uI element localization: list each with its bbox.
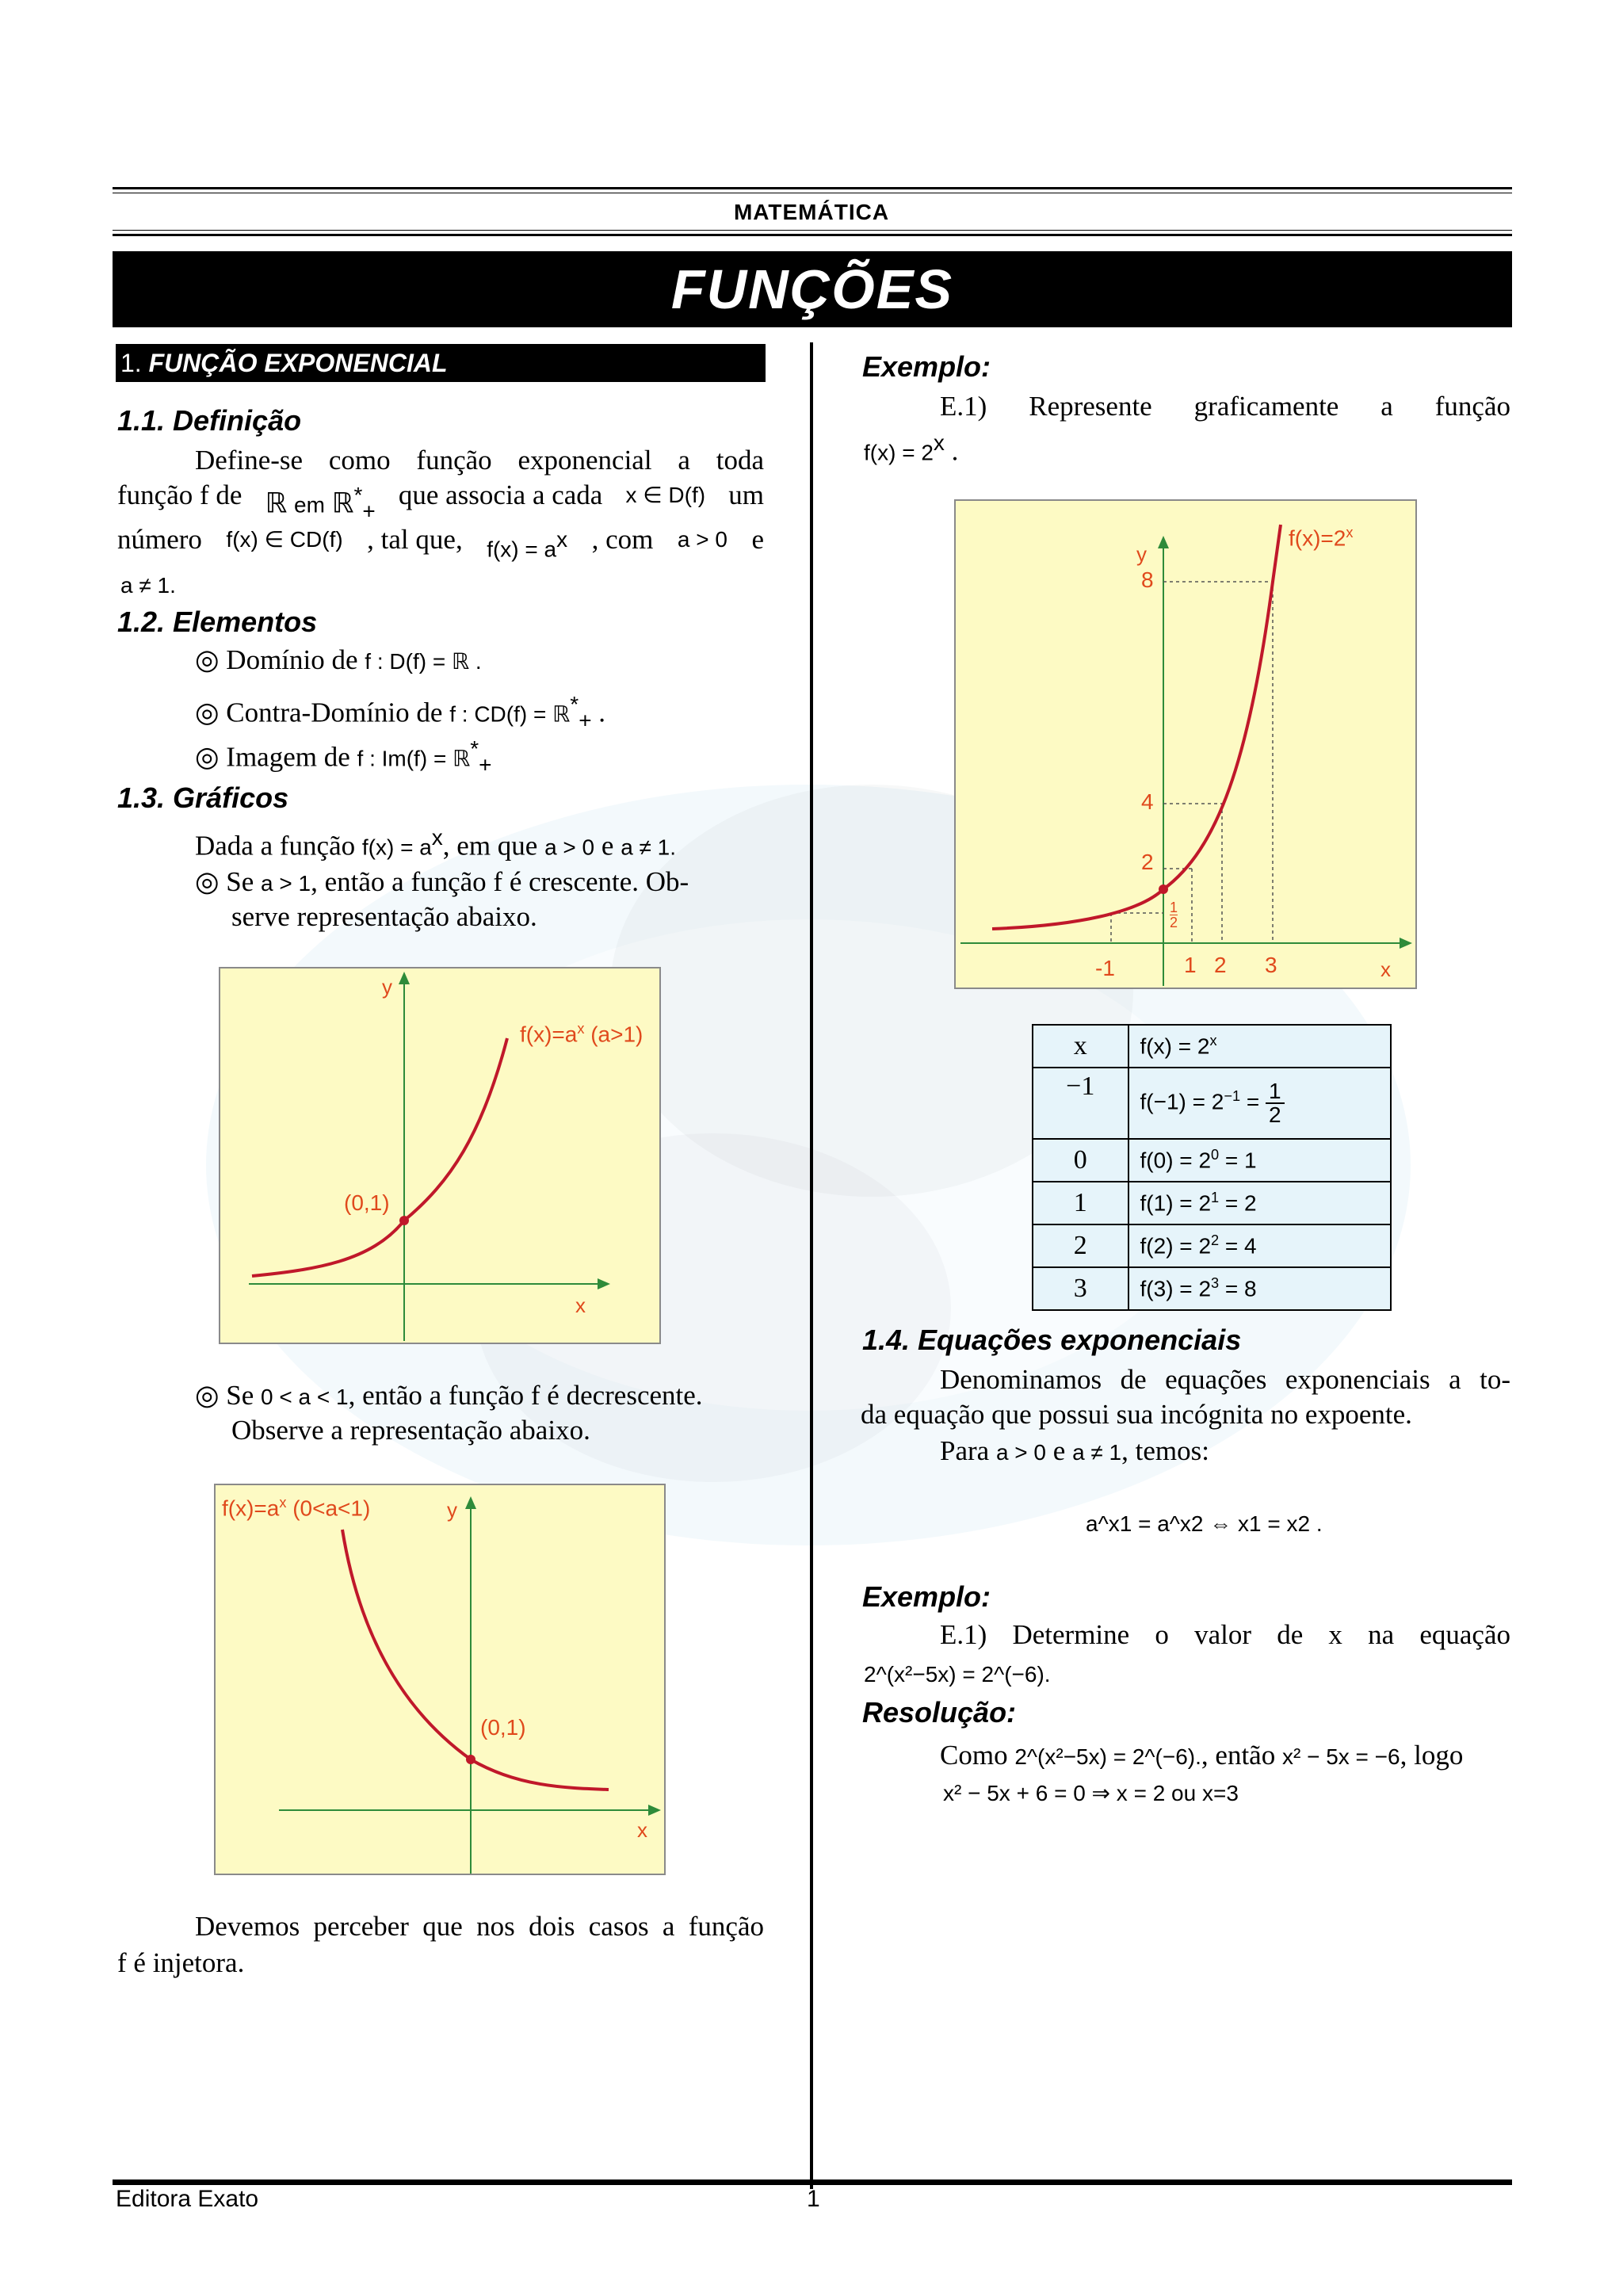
elemento-item: ◎ Domínio de f : D(f) = ℝ . — [195, 644, 482, 675]
target-icon: ◎ — [195, 644, 220, 675]
x-tick-label: -1 — [1095, 956, 1115, 980]
elemento-item: ◎ Imagem de f : Im(f) = ℝ*$_+$ — [195, 736, 492, 777]
x-axis-label: x — [575, 1293, 586, 1317]
x-tick-label: 3 — [1265, 953, 1277, 977]
header-rule-mid — [113, 230, 1512, 231]
page-number: 1 — [807, 2186, 820, 2212]
graficos-intro: Dada a função $f(x) = a^x$, em que a > 0 e a ≠ 1. — [195, 825, 677, 861]
resolucao-line1: Como 2^(x²−5x) = 2^(−6)., então x² − 5x = −6, logo — [940, 1740, 1464, 1771]
elemento-item: ◎ Contra-Domínio de f : CD(f) = ℝ*$_+$ . — [195, 692, 606, 733]
column-divider — [810, 342, 813, 2189]
heading-exemplo2: Exemplo: — [862, 1580, 991, 1613]
graficos-case2: ◎ Se 0 < a < 1, então a função f é decrescente. — [195, 1380, 703, 1411]
heading-resolucao: Resolução: — [862, 1696, 1017, 1729]
table-row: 2 $f(2) = 2^2 = 4$ — [1033, 1224, 1391, 1267]
x-axis-label: x — [1381, 957, 1391, 981]
heading-equacoes: 1.4. Equações exponenciais — [862, 1324, 1242, 1356]
conclusion-line2: f é injetora. — [117, 1947, 245, 1978]
target-icon: ◎ — [195, 741, 220, 773]
table-row: 1 $f(1) = 2^1 = 2$ — [1033, 1182, 1391, 1224]
x-tick-label: 2 — [1214, 953, 1227, 977]
y-tick-label: 4 — [1141, 789, 1154, 814]
conclusion-line1: Devemos perceber que nos dois casos a função — [195, 1911, 764, 1942]
exemplo-line1: E.1) Represente graficamente a função — [940, 391, 1510, 422]
section-bar — [116, 344, 766, 382]
table-row: 0 $f(0) = 2^0 = 1$ — [1033, 1139, 1391, 1182]
page-title: FUNÇÕES — [670, 258, 954, 320]
equacoes-formula: a^x1 = a^x2 ⇔ x1 = x2 . — [1086, 1511, 1323, 1536]
section-title: FUNÇÃO EXPONENCIAL — [148, 349, 448, 377]
graficos-case1: ◎ Se a > 1, então a função f é crescente. Ob- — [195, 866, 689, 897]
exemplo2-eq: 2^(x²−5x) = 2^(−6). — [864, 1662, 1051, 1687]
table-row: −1 $f(-1) = 2^{-1}$ = $\frac{1}{2}$ — [1033, 1068, 1391, 1139]
exemplo2-line1: E.1) Determine o valor de x na equação — [940, 1619, 1510, 1650]
exemplo-line2: $f(x) = 2^x$ . — [864, 430, 959, 467]
table-header-row: x $f(x) = 2^x$ — [1033, 1025, 1391, 1068]
def-line3: número f(x) ∈ CD(f) , tal que, $f(x) = a^x$ , com a > 0 e — [117, 524, 764, 562]
heading-elementos: 1.2. Elementos — [117, 606, 318, 638]
y-tick-label: 2 — [1141, 850, 1154, 874]
header-rule-bottom — [113, 234, 1512, 236]
heading-graficos: 1.3. Gráficos — [117, 781, 289, 814]
equacoes-line1: Denominamos de equações exponenciais a to- — [940, 1364, 1510, 1395]
function-label: $f(x)=a^x$ (0<a<1) — [222, 1495, 371, 1521]
y-tick-label: 8 — [1141, 567, 1154, 592]
function-label: $f(x)=a^x$ (a>1) — [520, 1021, 643, 1047]
y-tick-half: 1 2 — [1170, 900, 1178, 930]
equacoes-line3: Para a > 0 e a ≠ 1, temos: — [940, 1435, 1209, 1466]
table-row: 3 $f(3) = 2^3 = 8$ — [1033, 1267, 1391, 1310]
function-label: $f(x)=2^x$ — [1289, 525, 1354, 551]
resolucao-line2: x² − 5x + 6 = 0 ⇒ x = 2 ou x=3 — [943, 1781, 1239, 1805]
graph-increasing — [219, 967, 661, 1344]
subject-label: MATEMÁTICA — [733, 200, 890, 224]
heading-definicao: 1.1. Definição — [117, 404, 302, 437]
y-axis-label: y — [447, 1498, 457, 1522]
value-table — [1032, 1024, 1392, 1311]
def-line1: Define-se como função exponencial a toda — [195, 445, 764, 476]
equacoes-line2: da equação que possui sua incógnita no expoente. — [861, 1399, 1412, 1430]
heading-exemplo: Exemplo: — [862, 350, 991, 383]
target-icon: ◎ — [195, 697, 220, 728]
graph-decreasing — [214, 1484, 666, 1875]
target-icon: ◎ — [195, 866, 220, 897]
graficos-case2-cont: Observe a representação abaixo. — [231, 1415, 590, 1446]
def-line4: a ≠ 1. — [120, 573, 176, 598]
point-label: (0,1) — [344, 1190, 390, 1215]
title-banner — [113, 251, 1512, 327]
target-icon: ◎ — [195, 1380, 220, 1411]
y-axis-label: y — [382, 975, 392, 999]
publisher: Editora Exato — [116, 2186, 259, 2212]
def-line2: função f de ℝ em ℝ*$_+$ que associa a cada x ∈ D(f) um — [117, 479, 764, 524]
section-number: 1. — [120, 349, 142, 377]
footer-rule — [113, 2179, 1512, 2185]
graph-example — [954, 499, 1417, 989]
x-axis-label: x — [637, 1818, 647, 1842]
header-rule-top — [113, 187, 1512, 189]
y-axis-label: y — [1136, 542, 1147, 566]
graficos-case1-cont: serve representação abaixo. — [231, 901, 537, 932]
x-tick-label: 1 — [1184, 953, 1197, 977]
point-label: (0,1) — [480, 1715, 526, 1740]
